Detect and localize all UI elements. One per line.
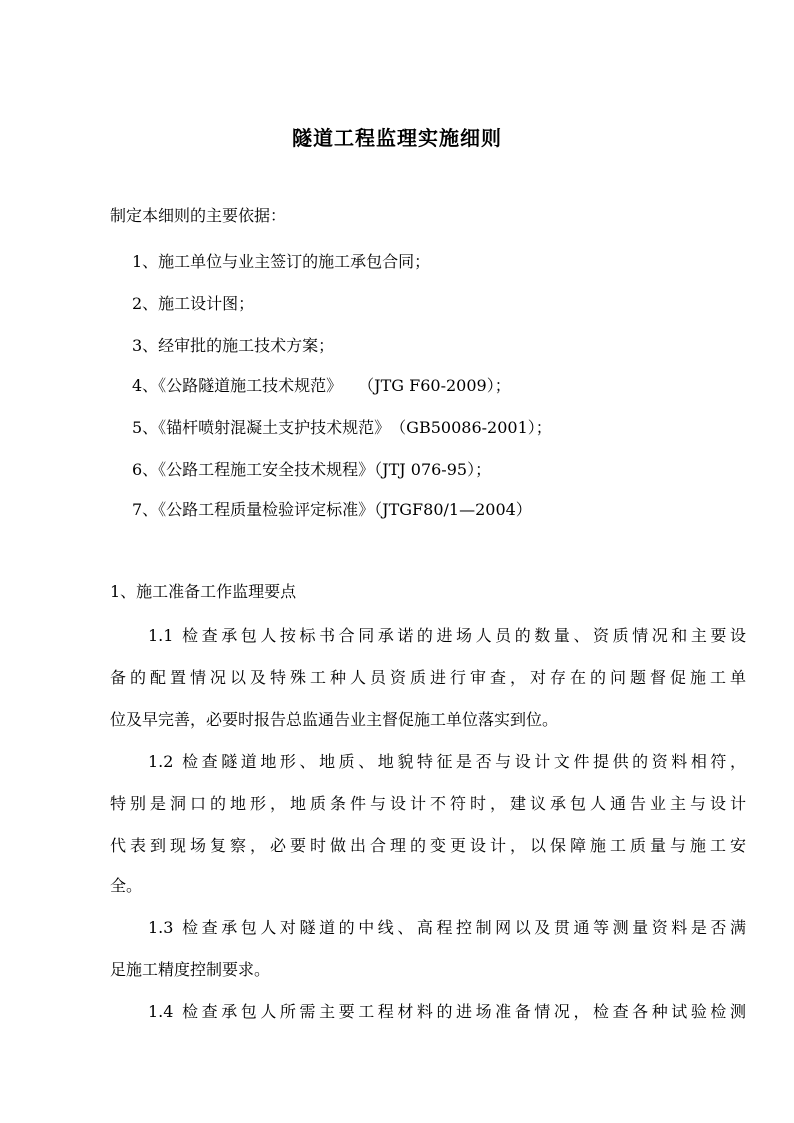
basis-intro: 制定本细则的主要依据： [110, 206, 287, 225]
paragraph-line: 全。 [110, 876, 143, 895]
paragraph-line: 1.3 检查承包人对隧道的中线、高程控制网以及贯通等测量资料是否满 [148, 918, 746, 937]
paragraph-line: 1.2 检查隧道地形、地质、地貌特征是否与设计文件提供的资料相符， [148, 752, 746, 771]
document-title: 隧道工程监理实施细则 [292, 126, 502, 150]
paragraph-line: 代表到现场复察，必要时做出合理的变更设计，以保障施工质量与施工安 [110, 836, 746, 855]
basis-item: 6、《公路工程施工安全技术规程》（JTJ 076-95）； [132, 460, 492, 479]
paragraph-line: 特别是洞口的地形，地质条件与设计不符时，建议承包人通告业主与设计 [110, 794, 746, 813]
paragraph-line: 1.4 检查承包人所需主要工程材料的进场准备情况，检查各种试验检测 [148, 1002, 746, 1021]
basis-item: 5、《锚杆喷射混凝土支护技术规范》 （GB50086-2001）； [132, 418, 552, 437]
section-heading: 1、施工准备工作监理要点 [110, 582, 297, 601]
basis-item: 4、《公路隧道施工技术规范》 （JTG F60-2009）； [132, 376, 511, 395]
basis-item: 1、施工单位与业主签订的施工承包合同； [132, 252, 431, 271]
paragraph-line: 足施工精度控制要求。 [110, 960, 271, 979]
paragraph-line: 1.1 检查承包人按标书合同承诺的进场人员的数量、资质情况和主要设 [148, 626, 746, 645]
basis-item: 3、经审批的施工技术方案； [132, 336, 335, 355]
basis-item: 7、《公路工程质量检验评定标准》（JTGF80/1—2004） [132, 500, 532, 519]
paragraph-line: 位及早完善，必要时报告总监通告业主督促施工单位落实到位。 [110, 710, 559, 729]
basis-item: 2、施工设计图； [132, 294, 255, 313]
paragraph-line: 备的配置情况以及特殊工种人员资质进行审查，对存在的问题督促施工单 [110, 668, 746, 687]
